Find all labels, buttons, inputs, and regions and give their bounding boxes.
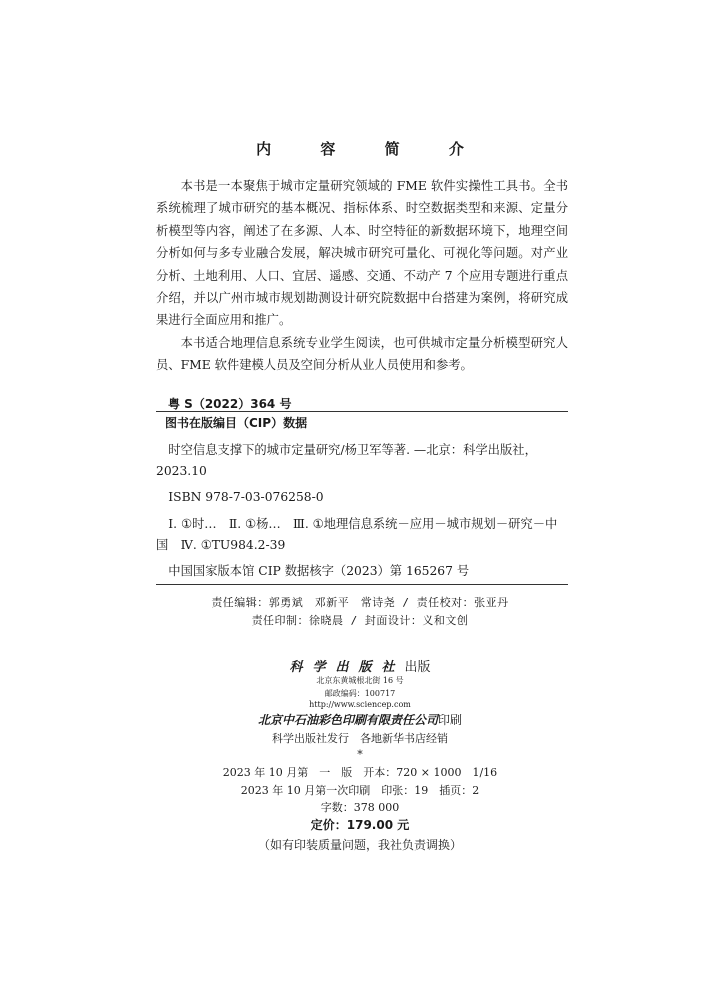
page-title: 内 容 简 介 — [256, 140, 486, 158]
separator-asterisk: * — [357, 748, 363, 761]
quality-note: （如有印装质量问题，我社负责调换） — [257, 838, 462, 852]
publisher-postcode: 邮政编码：100717 — [324, 689, 396, 698]
publisher-suffix: 出版 — [404, 660, 431, 675]
printer-suffix: 印刷 — [438, 713, 463, 727]
word-count: 字数：378 000 — [320, 801, 400, 814]
price: 定价：179.00 元 — [310, 818, 410, 832]
cip-bottom-rule — [156, 584, 568, 585]
map-approval-number: 粤 S（2022）364 号 — [168, 397, 292, 411]
cip-title-entry: 时空信息支撑下的城市定量研究/杨卫军等著. —北京：科学出版社，2023.10 — [156, 443, 537, 478]
cip-isbn: ISBN 978-7-03-076258-0 — [168, 490, 324, 504]
cip-top-rule — [156, 411, 568, 412]
publisher-line — [0, 656, 720, 675]
credits-line-2: 责任印制：徐晓晨 / 封面设计：义和文创 — [251, 614, 469, 627]
intro-paragraph-2: 本书适合地理信息系统专业学生阅读，也可供城市定量分析模型研究人员、FME 软件建模人员及空间分析从业人员使用和参考。 — [156, 335, 568, 373]
distribution-line: 科学出版社发行 各地新华书店经销 — [272, 732, 448, 745]
edition-line-2: 2023 年 10 月第一次印刷 印张：19 插页：2 — [240, 784, 480, 797]
intro-paragraph-1: 本书是一本聚焦于城市定量研究领域的 FME 软件实操性工具书。全书系统梳理了城市研究的基本概况、指标体系、时空数据类型和来源、定量分析模型等内容，阐述了在多源、人本、时空特征的新数据环境下，地理空间分析如何与多专业融合发展，解决城市研究可量化、可视化等问题。对产业分析、土地利用、人口、宜居、遥感、交通、不动产 7 个应用专题进行重点介绍，并以广州市城市规划勘测设计研究院数据中台搭建为案例，将研究成果进行全面应用和推广。 — [156, 179, 568, 328]
credits-line-1: 责任编辑：郭勇斌 邓新平 常诗尧 / 责任校对：张亚丹 — [211, 596, 509, 609]
cip-heading: 图书在版编目（CIP）数据 — [165, 416, 308, 430]
cip-check-number: 中国国家版本馆 CIP 数据核字（2023）第 165267 号 — [168, 564, 470, 578]
intro-section — [156, 175, 568, 377]
cip-subjects: Ⅰ. ①时… Ⅱ. ①杨… Ⅲ. ①地理信息系统－应用－城市规划－研究－中国 Ⅳ. ①TU984.2-39 — [156, 517, 558, 552]
publisher-address: 北京东黄城根北街 16 号 — [316, 676, 404, 685]
edition-line-1: 2023 年 10 月第 一 版 开本：720 × 1000 1/16 — [222, 766, 498, 779]
printer-name: 北京中石油彩色印刷有限责任公司 — [257, 713, 438, 727]
publisher-seal: 科学出版社 — [289, 660, 405, 675]
printer-line — [0, 711, 720, 728]
publisher-website: http://www.sciencep.com — [309, 700, 411, 709]
